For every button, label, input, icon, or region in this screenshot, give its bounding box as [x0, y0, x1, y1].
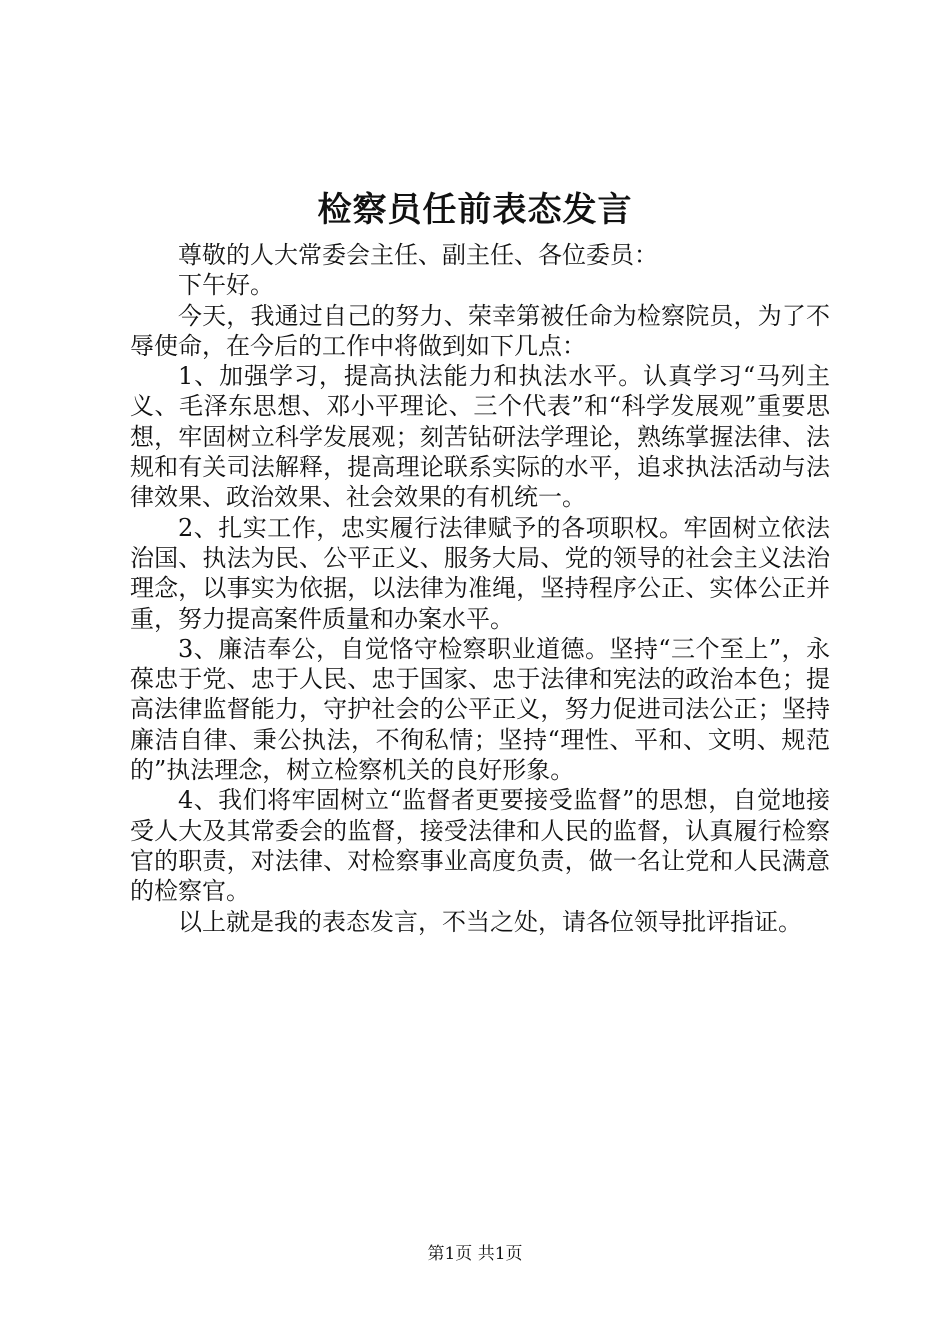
greeting-paragraph: 下午好。 [178, 271, 274, 300]
point-2-paragraph: 2、扎实工作，忠实履行法律赋予的各项职权。牢固树立依法治国、执法为民、公平正义、服务大局、党的领导的社会主义法治理念，以事实为依据，以法律为准绳，坚持程序公正、实体公正并重，努力提高案件质量和办案水平。 [130, 513, 830, 633]
point-1-paragraph: 1、加强学习，提高执法能力和执法水平。认真学习“马列主义、毛泽东思想、邓小平理论、三个代表”和“科学发展观”重要思想，牢固树立科学发展观；刻苦钻研法学理论，熟练掌握法律、法规和有关司法解释，提高理论联系实际的水平，追求执法活动与法律效果、政治效果、社会效果的有机统一。 [130, 362, 830, 512]
page-number-footer: 第1页 共1页 [427, 1244, 523, 1264]
salutation-paragraph: 尊敬的人大常委会主任、副主任、各位委员： [178, 241, 658, 269]
document-title: 检察员任前表态发言 [317, 190, 633, 230]
point-4-paragraph: 4、我们将牢固树立“监督者更要接受监督”的思想，自觉地接受人大及其常委会的监督，接受法律和人民的监督，认真履行检察官的职责，对法律、对检察事业高度负责，做一名让党和人民满意的检察官。 [130, 786, 830, 906]
intro-paragraph: 今天，我通过自己的努力、荣幸第被任命为检察院员，为了不辱使命，在今后的工作中将做到如下几点： [130, 301, 830, 360]
document-body [130, 240, 830, 937]
point-3-paragraph: 3、廉洁奉公，自觉恪守检察职业道德。坚持“三个至上”，永葆忠于党、忠于人民、忠于国家、忠于法律和宪法的政治本色；提高法律监督能力，守护社会的公平正义，努力促进司法公正；坚持廉洁自律、秉公执法，不徇私情；坚持“理性、平和、文明、规范的”执法理念，树立检察机关的良好形象。 [130, 634, 830, 785]
closing-paragraph: 以上就是我的表态发言，不当之处，请各位领导批评指证。 [178, 907, 802, 936]
